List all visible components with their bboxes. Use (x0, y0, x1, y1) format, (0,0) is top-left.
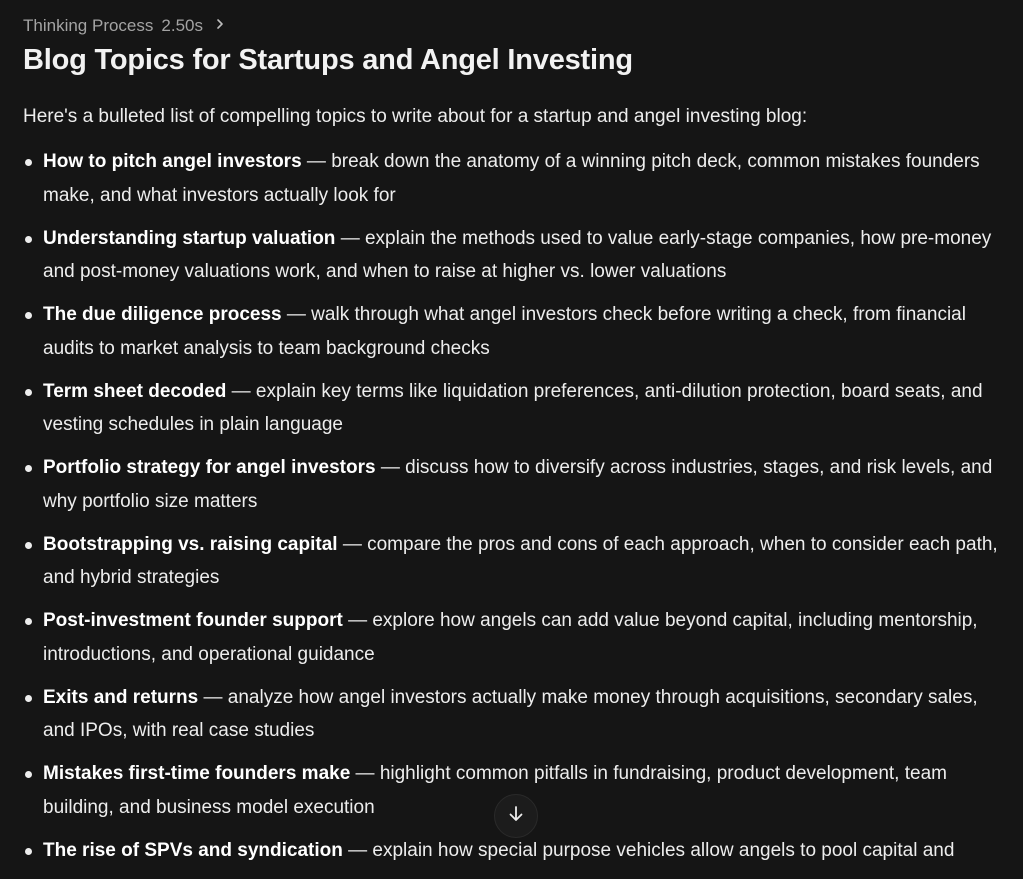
topic-list (23, 145, 1013, 877)
topic-desc: — explore how angels can add value beyond capital, including mentorship, introductions, and operational guidance (43, 610, 978, 665)
list-item (23, 222, 1013, 289)
topic-title: The rise of SPVs and syndication (43, 839, 343, 861)
chevron-right-icon (215, 17, 225, 34)
bullet-icon (25, 312, 32, 319)
list-item (23, 145, 1013, 212)
page-title: Blog Topics for Startups and Angel Investing (23, 44, 633, 76)
thinking-label: Thinking Process (23, 16, 154, 35)
list-item (23, 834, 1013, 868)
topic-desc: — explain the methods used to value early-stage companies, how pre-money and post-money valuations work, and when to raise at higher vs. lower valuations (43, 227, 992, 282)
topic-title: Exits and returns (43, 686, 199, 708)
bullet-icon (25, 848, 32, 855)
topic-title: Term sheet decoded (43, 380, 227, 402)
list-item (23, 375, 1013, 442)
topic-desc: — compare the pros and cons of each approach, when to consider each path, and hybrid strategies (43, 533, 998, 588)
bullet-icon (25, 542, 32, 549)
thinking-time: 2.50s (161, 16, 203, 35)
bullet-icon (25, 771, 32, 778)
topic-desc: — walk through what angel investors check before writing a check, from financial audits to market analysis to team background checks (43, 304, 966, 359)
topic-title: Portfolio strategy for angel investors (43, 457, 376, 478)
topic-title: Understanding startup valuation (43, 227, 336, 249)
bullet-icon (25, 159, 32, 166)
topic-desc: — explain how special purpose vehicles allow angels to pool capital and (342, 839, 955, 861)
bullet-icon (25, 618, 32, 625)
bullet-icon (25, 465, 32, 472)
topic-desc: — analyze how angel investors actually make money through acquisitions, secondary sales, and IPOs, with real case studies (43, 686, 978, 741)
bullet-icon (25, 236, 32, 243)
topic-desc: — explain key terms like liquidation preferences, anti-dilution protection, board seats, and vesting schedules in plain language (43, 380, 983, 435)
list-item (23, 604, 1013, 671)
topic-desc: — discuss how to diversify across industries, stages, and risk levels, and why portfolio size matters (43, 457, 993, 512)
bullet-icon (25, 695, 32, 702)
topic-desc: — highlight common pitfalls in fundraising, product development, team building, and business model execution (43, 763, 947, 818)
bullet-icon (25, 389, 32, 396)
intro-text: Here's a bulleted list of compelling topics to write about for a startup and angel investing blog: (23, 106, 808, 127)
topic-title: The due diligence process (43, 304, 282, 325)
topic-desc: — break down the anatomy of a winning pitch deck, common mistakes founders make, and what investors actually look for (43, 151, 980, 206)
topic-title: How to pitch angel investors (43, 151, 302, 172)
topic-title: Mistakes first-time founders make (43, 763, 351, 784)
topic-title: Post-investment founder support (43, 610, 343, 631)
arrow-down-icon (508, 805, 524, 828)
list-item (23, 298, 1013, 365)
thinking-process-toggle[interactable] (23, 16, 225, 36)
topic-title: Bootstrapping vs. raising capital (43, 533, 338, 555)
list-item (23, 528, 1013, 595)
list-item (23, 681, 1013, 748)
scroll-to-bottom-button[interactable] (494, 794, 538, 838)
list-item (23, 451, 1013, 518)
